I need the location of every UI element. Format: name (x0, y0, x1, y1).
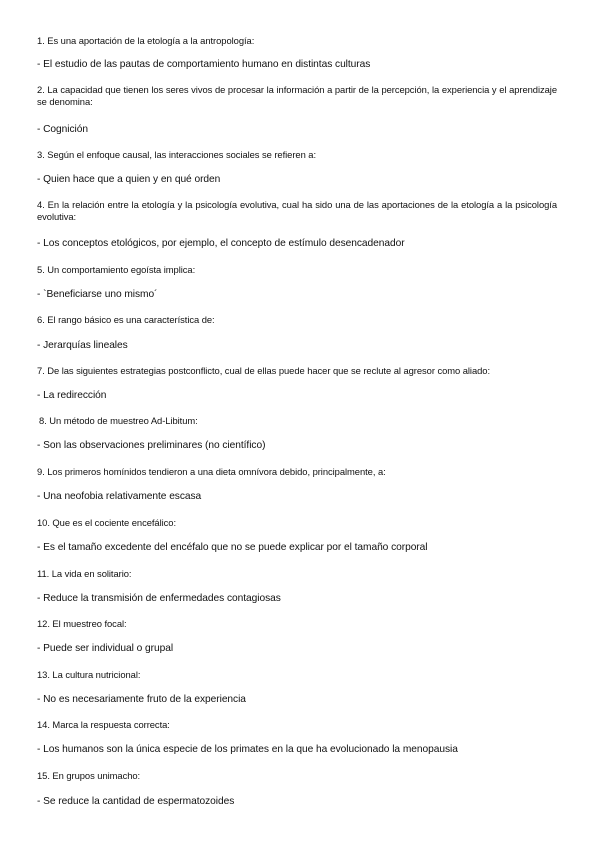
answer-9: - Una neofobia relativamente escasa (37, 491, 202, 502)
question-7: 7. De las siguientes estrategias postconflicto, cual de ellas puede hacer que se reclute al agresor como aliado: (37, 365, 491, 376)
answer-5: - `Beneficiarse uno mismo´ (37, 289, 158, 300)
question-6: 6. El rango básico es una característica de: (37, 314, 215, 325)
question-10: 10. Que es el cociente encefálico: (37, 517, 177, 528)
question-2: 2. La capacidad que tienen los seres vivos de procesar la información a partir de la percepción, la experiencia y el aprendizaje se denomina: (37, 84, 557, 107)
question-1: 1. Es una aportación de la etología a la antropología: (37, 35, 255, 46)
question-13: 13. La cultura nutricional: (37, 669, 141, 680)
question-3: 3. Según el enfoque causal, las interacciones sociales se refieren a: (37, 149, 317, 160)
answer-12: - Puede ser individual o grupal (37, 643, 174, 654)
answer-8: - Son las observaciones preliminares (no científico) (37, 440, 266, 451)
answer-6: - Jerarquías lineales (37, 340, 128, 351)
answer-3: - Quien hace que a quien y en qué orden (37, 174, 221, 185)
question-9: 9. Los primeros homínidos tendieron a una dieta omnívora debido, principalmente, a: (37, 466, 386, 477)
answer-13: - No es necesariamente fruto de la experiencia (37, 694, 246, 705)
answer-7: - La redirección (37, 390, 107, 401)
question-4: 4. En la relación entre la etología y la psicología evolutiva, cual ha sido una de las aportaciones de la etología a la psicología evolutiva: (37, 199, 557, 222)
question-15: 15. En grupos unimacho: (37, 770, 141, 781)
answer-4: - Los conceptos etológicos, por ejemplo, el concepto de estímulo desencadenador (37, 238, 405, 249)
answer-2: - Cognición (37, 124, 88, 135)
question-11: 11. La vida en solitario: (37, 568, 132, 579)
question-5: 5. Un comportamiento egoísta implica: (37, 264, 196, 275)
answer-14: - Los humanos son la única especie de los primates en la que ha evolucionado la menopausia (37, 744, 458, 755)
answer-10: - Es el tamaño excedente del encéfalo que no se puede explicar por el tamaño corporal (37, 542, 428, 553)
question-12: 12. El muestreo focal: (37, 618, 127, 629)
question-14: 14. Marca la respuesta correcta: (37, 719, 170, 730)
answer-15: - Se reduce la cantidad de espermatozoides (37, 796, 235, 807)
answer-1: - El estudio de las pautas de comportamiento humano en distintas culturas (37, 59, 371, 70)
answer-11: - Reduce la transmisión de enfermedades contagiosas (37, 593, 281, 604)
question-8: 8. Un método de muestreo Ad-Libitum: (39, 415, 198, 426)
